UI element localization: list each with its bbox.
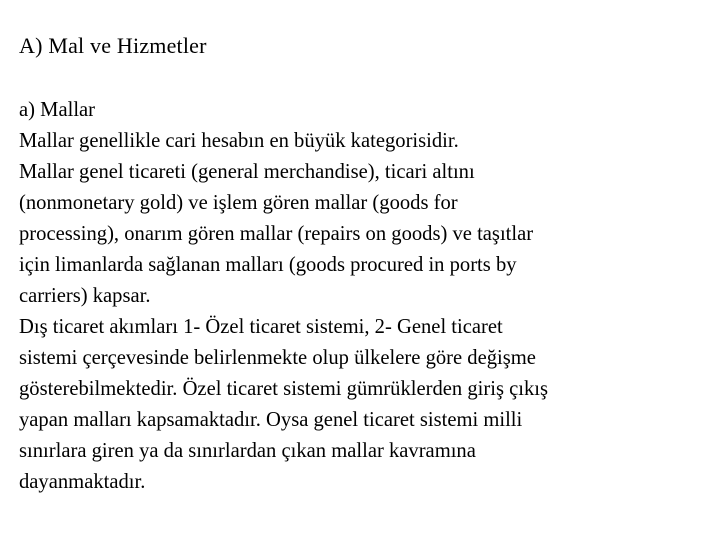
- body-line: gösterebilmektedir. Özel ticaret sistemi gümrüklerden giriş çıkış: [19, 378, 549, 400]
- body-line: Dış ticaret akımları 1- Özel ticaret sistemi, 2- Genel ticaret: [19, 316, 503, 338]
- body-line: Mallar genel ticareti (general merchandise), ticari altını: [19, 161, 475, 183]
- body-line: (nonmonetary gold) ve işlem gören mallar (goods for: [19, 192, 458, 214]
- subheading: a) Mallar: [19, 99, 96, 121]
- body-line: Mallar genellikle cari hesabın en büyük kategorisidir.: [19, 130, 459, 152]
- body-line: sistemi çerçevesinde belirlenmekte olup ülkelere göre değişme: [19, 347, 536, 369]
- body-line: dayanmaktadır.: [19, 471, 146, 493]
- slide-body: [19, 95, 709, 498]
- body-line: carriers) kapsar.: [19, 285, 151, 307]
- body-line: için limanlarda sağlanan malları (goods procured in ports by: [19, 254, 517, 276]
- body-line: sınırlara giren ya da sınırlardan çıkan mallar kavramına: [19, 440, 476, 462]
- body-line: processing), onarım gören mallar (repairs on goods) ve taşıtlar: [19, 223, 534, 245]
- slide-heading: A) Mal ve Hizmetler: [19, 33, 207, 58]
- body-line: yapan malları kapsamaktadır. Oysa genel ticaret sistemi milli: [19, 409, 523, 431]
